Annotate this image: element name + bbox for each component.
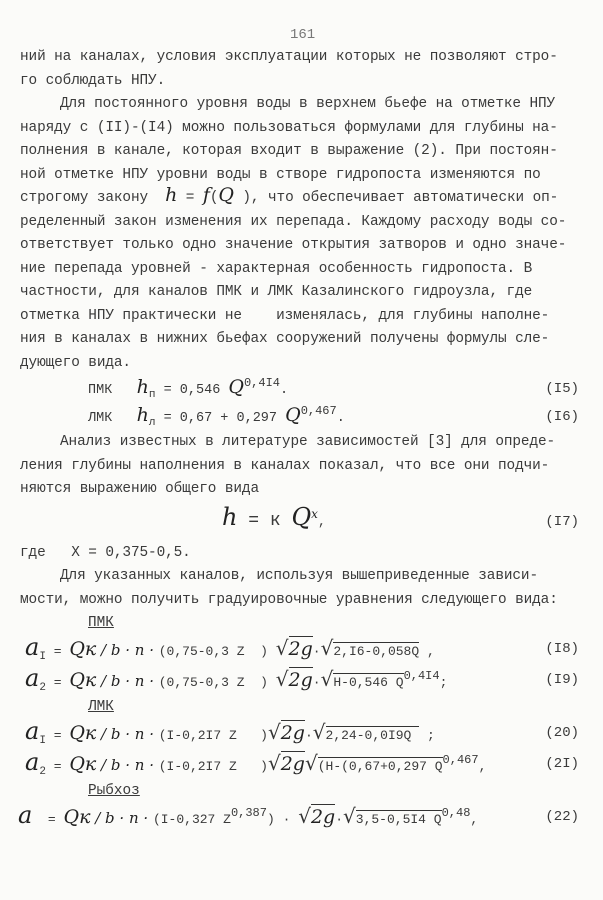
var-qk: Qк [69,721,97,744]
subscript: л [148,417,156,429]
root-body: 3,5-0,5I4 Q [355,811,442,827]
var-h: h [222,503,238,531]
mid: / b · n · [96,640,159,659]
root-2g: 2g [288,668,313,691]
page-body [0,46,603,833]
text-line: няются выражению общего вида [20,481,260,497]
text-line-with-law [0,184,603,211]
equation-number: (22) [545,809,579,825]
paren: (I-0,2I7 Z ) [158,727,268,743]
text-line: Для указанных каналов, используя вышеприведенные зависи- [60,568,539,584]
equation-18: $a_I$ = Qк / b · n · (0,75-0,3 Z ) √2g·√2,I6-0,058Q , (I8) [0,634,603,665]
equation-21 [0,749,603,780]
equation-number: (I9) [545,672,579,688]
var-a: a [25,632,40,661]
sqrt-icon: √ [320,635,334,660]
mid: / b · n · [90,808,153,827]
var-a: a [25,663,40,692]
section-fish: Рыбхоз [88,783,140,799]
formula-eq: = [177,190,203,206]
end: . [280,383,289,398]
sqrt-icon: √ [275,635,289,660]
rhs: = к [237,511,292,531]
root-2g: 2g [280,752,305,775]
formula-paren: ) [233,190,251,206]
subscript: 2 [39,681,46,694]
equation-17 [0,502,603,542]
text-line: мости, можно получить градуировочные уравнения следующего вида: [20,591,558,608]
sqrt-icon: √ [267,719,281,744]
formula-f: f [202,184,210,206]
exponent: 0,467 [300,404,337,418]
equation-number: (20) [545,725,579,741]
eq: = [45,643,70,659]
text: строгому закону [20,190,149,206]
end: , [470,811,479,827]
root-body: (H-(0,67+0,297 Q [317,758,443,774]
sqrt-icon: √ [275,666,289,691]
text-line: ние перепада уровней - характерная особенность гидропоста. В [20,260,533,277]
mid: / b · n · [96,724,159,743]
end: ; [419,727,435,743]
text-line: ответствует только одно значение открытия затворов и одно значе- [20,237,567,253]
eq: = [45,674,70,690]
root-2g: 2g [310,805,336,828]
sqrt-icon: √ [298,803,311,828]
end: , [478,758,487,774]
subscript: п [148,389,156,401]
root-2g: 2g [280,721,305,744]
formula-h: h [165,184,178,206]
paren: (0,75-0,3 Z ) [158,674,268,690]
text-line: отметка НПУ практически не изменялась, для глубины наполне- [20,307,550,324]
sqrt-icon: √ [304,750,318,775]
subscript: I [39,734,46,747]
formula-paren: ( [209,190,219,206]
eq: = [32,811,64,827]
equation-22: a = Qк / b · n · (I-0,327 Z0,387) · √2g·√3,5-0,5I4 Q0,48, (22) [0,802,603,833]
equation-number: (I6) [545,409,579,425]
var-q: Q [228,376,244,398]
root-body: 2,24-0,0I9Q [325,727,420,743]
var-h: h [136,404,149,426]
var-a: a [25,716,40,745]
paren: (I-0,2I7 Z ) [158,758,268,774]
sqrt-icon: √ [267,750,281,775]
var-qk: Qк [69,752,97,775]
text-line: Анализ известных в литературе зависимостей [3] для опреде- [60,434,556,450]
equation-19: $a_2$ = Qк / b · n · (0,75-0,3 Z ) √2g·√H-0,546 Q0,4I4; (I9) [0,665,603,696]
text-line: ния в каналах в нижних бьефах сооружений получены формулы сле- [20,331,550,347]
paren: (I-0,327 Z [152,811,231,827]
equation-number: (I7) [545,513,579,530]
exponent: 0,467 [442,752,479,767]
sqrt-icon: √ [343,803,356,828]
var-q: Q [285,404,301,426]
root-body: H-0,546 Q [333,674,404,690]
subscript: 2 [39,765,46,778]
equation-number: (I5) [545,381,579,397]
mid: / b · n · [96,671,159,690]
paren: ) [266,811,275,827]
text-line: где X = 0,375-0,5. [20,544,191,561]
text-line: ной отметке НПУ уровни воды в створе гидропоста изменяются по [20,166,541,183]
sqrt-icon: √ [312,719,326,744]
equation-number: (2I) [545,756,579,772]
rhs: = 0,67 + 0,297 [155,411,286,426]
exponent: 0,48 [441,805,471,820]
exponent: 0,387 [230,805,267,820]
equation-16 [0,403,603,431]
exponent: 0,4I4 [243,376,280,390]
end: , [419,643,435,659]
section-lmk: ЛМК [88,699,114,715]
text-line: го соблюдать НПУ. [20,72,166,89]
end: ; [439,674,448,690]
equation-15 [0,375,603,403]
equation-number: (I8) [545,641,579,657]
var-qk: Qк [69,668,97,691]
var-h: h [136,376,149,398]
equation-label: ЛМК [88,411,113,426]
text-line: ления глубины наполнения в каналах показал, что все они подчи- [20,457,550,474]
section-pmk: ПМК [88,615,114,631]
text-line: дующего вида. [20,354,131,371]
var-q: Q [291,503,312,531]
text-line: полнения в канале, которая входит в выражение (2). При постоян- [20,143,558,159]
exponent: 0,4I4 [403,668,440,683]
var-qk: Qк [63,805,91,828]
root-body: 2,I6-0,058Q [333,643,420,659]
var-a: a [25,747,40,776]
equation-label: ПМК [88,383,113,398]
var-qk: Qк [69,637,97,660]
formula-q: Q [218,184,234,206]
equation-20: $a_I$ = Qк / b · n · (I-0,2I7 Z )√2g·√2,24-0,0I9Q ; (20) [0,718,603,749]
exponent: x [311,507,318,521]
text-line: ределенный закон изменения их перепада. Каждому расходу воды со- [20,213,567,230]
end: , [317,514,326,529]
end: . [336,411,345,426]
text-line: наряду с (II)-(I4) можно пользоваться формулами для глубины на- [20,119,558,136]
root-2g: 2g [288,637,313,660]
page-number: 161 [290,27,316,43]
eq: = [45,727,70,743]
mid: / b · n · [96,755,159,774]
subscript: I [39,650,46,663]
paren: (0,75-0,3 Z ) [158,643,268,659]
var-a: a [18,800,33,829]
rhs: = 0,546 [155,383,229,398]
eq: = [45,758,70,774]
text-line: частности, для каналов ПМК и ЛМК Казалинского гидроузла, где [20,284,533,300]
text: , что обеспечивает автоматически оп- [250,190,559,206]
text-line: ний на каналах, условия эксплуатации которых не позволяют стро- [20,49,558,65]
text-line: Для постоянного уровня воды в верхнем бьефе на отметке НПУ [60,96,556,112]
sqrt-icon: √ [320,666,334,691]
